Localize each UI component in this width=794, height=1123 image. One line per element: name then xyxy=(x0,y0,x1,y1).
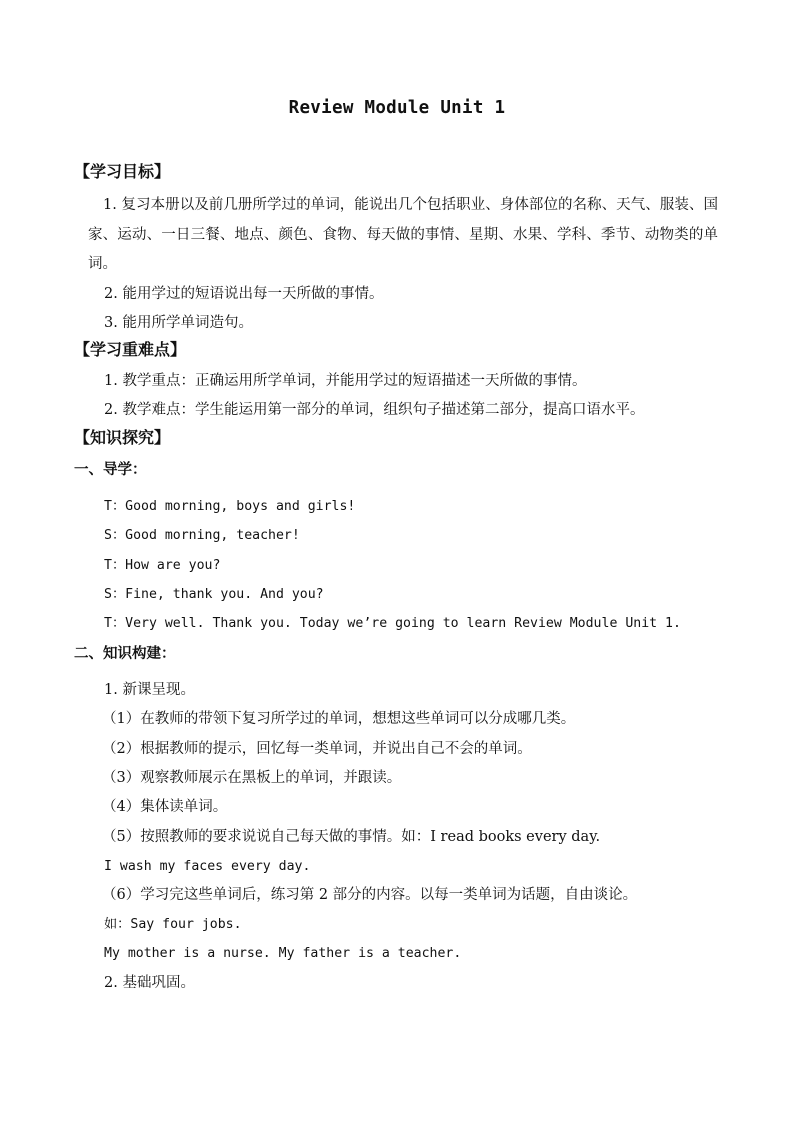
section-heading-key-points: 【学习重难点】 xyxy=(74,340,187,359)
build-line: （4）集体读单词。 xyxy=(102,799,228,815)
build-line: My mother is a nurse. My father is a teacher. xyxy=(104,946,462,961)
goals-item-1: 1. 复习本册以及前几册所学过的单词，能说出几个包括职业、身体部位的名称、天气、服装、国家、运动、一日三餐、地点、颜色、食物、每天做的事情、星期、水果、学科、季节、动物类的单词。 xyxy=(88,197,718,272)
key-points-item-1: 1. 教学重点：正确运用所学单词，并能用学过的短语描述一天所做的事情。 xyxy=(104,373,587,389)
goals-item-3: 3. 能用所学单词造句。 xyxy=(104,315,253,331)
build-heading: 二、知识构建： xyxy=(74,645,176,662)
goals-item-2: 2. 能用学过的短语说出每一天所做的事情。 xyxy=(104,286,384,302)
dialogue-line: T：Good morning, boys and girls! xyxy=(104,499,356,514)
dialogue-line: S：Fine, thank you. And you? xyxy=(104,587,324,602)
section-heading-goals: 【学习目标】 xyxy=(74,162,171,181)
dialogue-line: S：Good morning, teacher! xyxy=(104,528,300,543)
build-line: （5）按照教师的要求说说自己每天做的事情。如：I read books every day. xyxy=(102,829,601,845)
build-line: （2）根据教师的提示，回忆每一类单词，并说出自己不会的单词。 xyxy=(102,741,532,757)
build-line: （6）学习完这些单词后，练习第 2 部分的内容。以每一类单词为话题，自由谈论。 xyxy=(102,887,638,903)
key-points-item-2: 2. 教学难点：学生能运用第一部分的单词，组织句子描述第二部分，提高口语水平。 xyxy=(104,402,645,418)
build-line: 如：Say four jobs. xyxy=(104,917,242,932)
build-line: 2. 基础巩固。 xyxy=(104,975,195,991)
document-title: Review Module Unit 1 xyxy=(288,98,506,118)
build-line: 1. 新课呈现。 xyxy=(104,682,195,698)
build-line: （3）观察教师展示在黑板上的单词，并跟读。 xyxy=(102,770,402,786)
build-line: I wash my faces every day. xyxy=(104,859,311,874)
guide-heading: 一、导学： xyxy=(74,461,147,478)
build-line: （1）在教师的带领下复习所学过的单词，想想这些单词可以分成哪几类。 xyxy=(102,711,576,727)
section-heading-explore: 【知识探究】 xyxy=(74,428,171,447)
dialogue-line: T：How are you? xyxy=(104,558,221,573)
dialogue-line: T：Very well. Thank you. Today we’re going to learn Review Module Unit 1. xyxy=(104,616,681,631)
